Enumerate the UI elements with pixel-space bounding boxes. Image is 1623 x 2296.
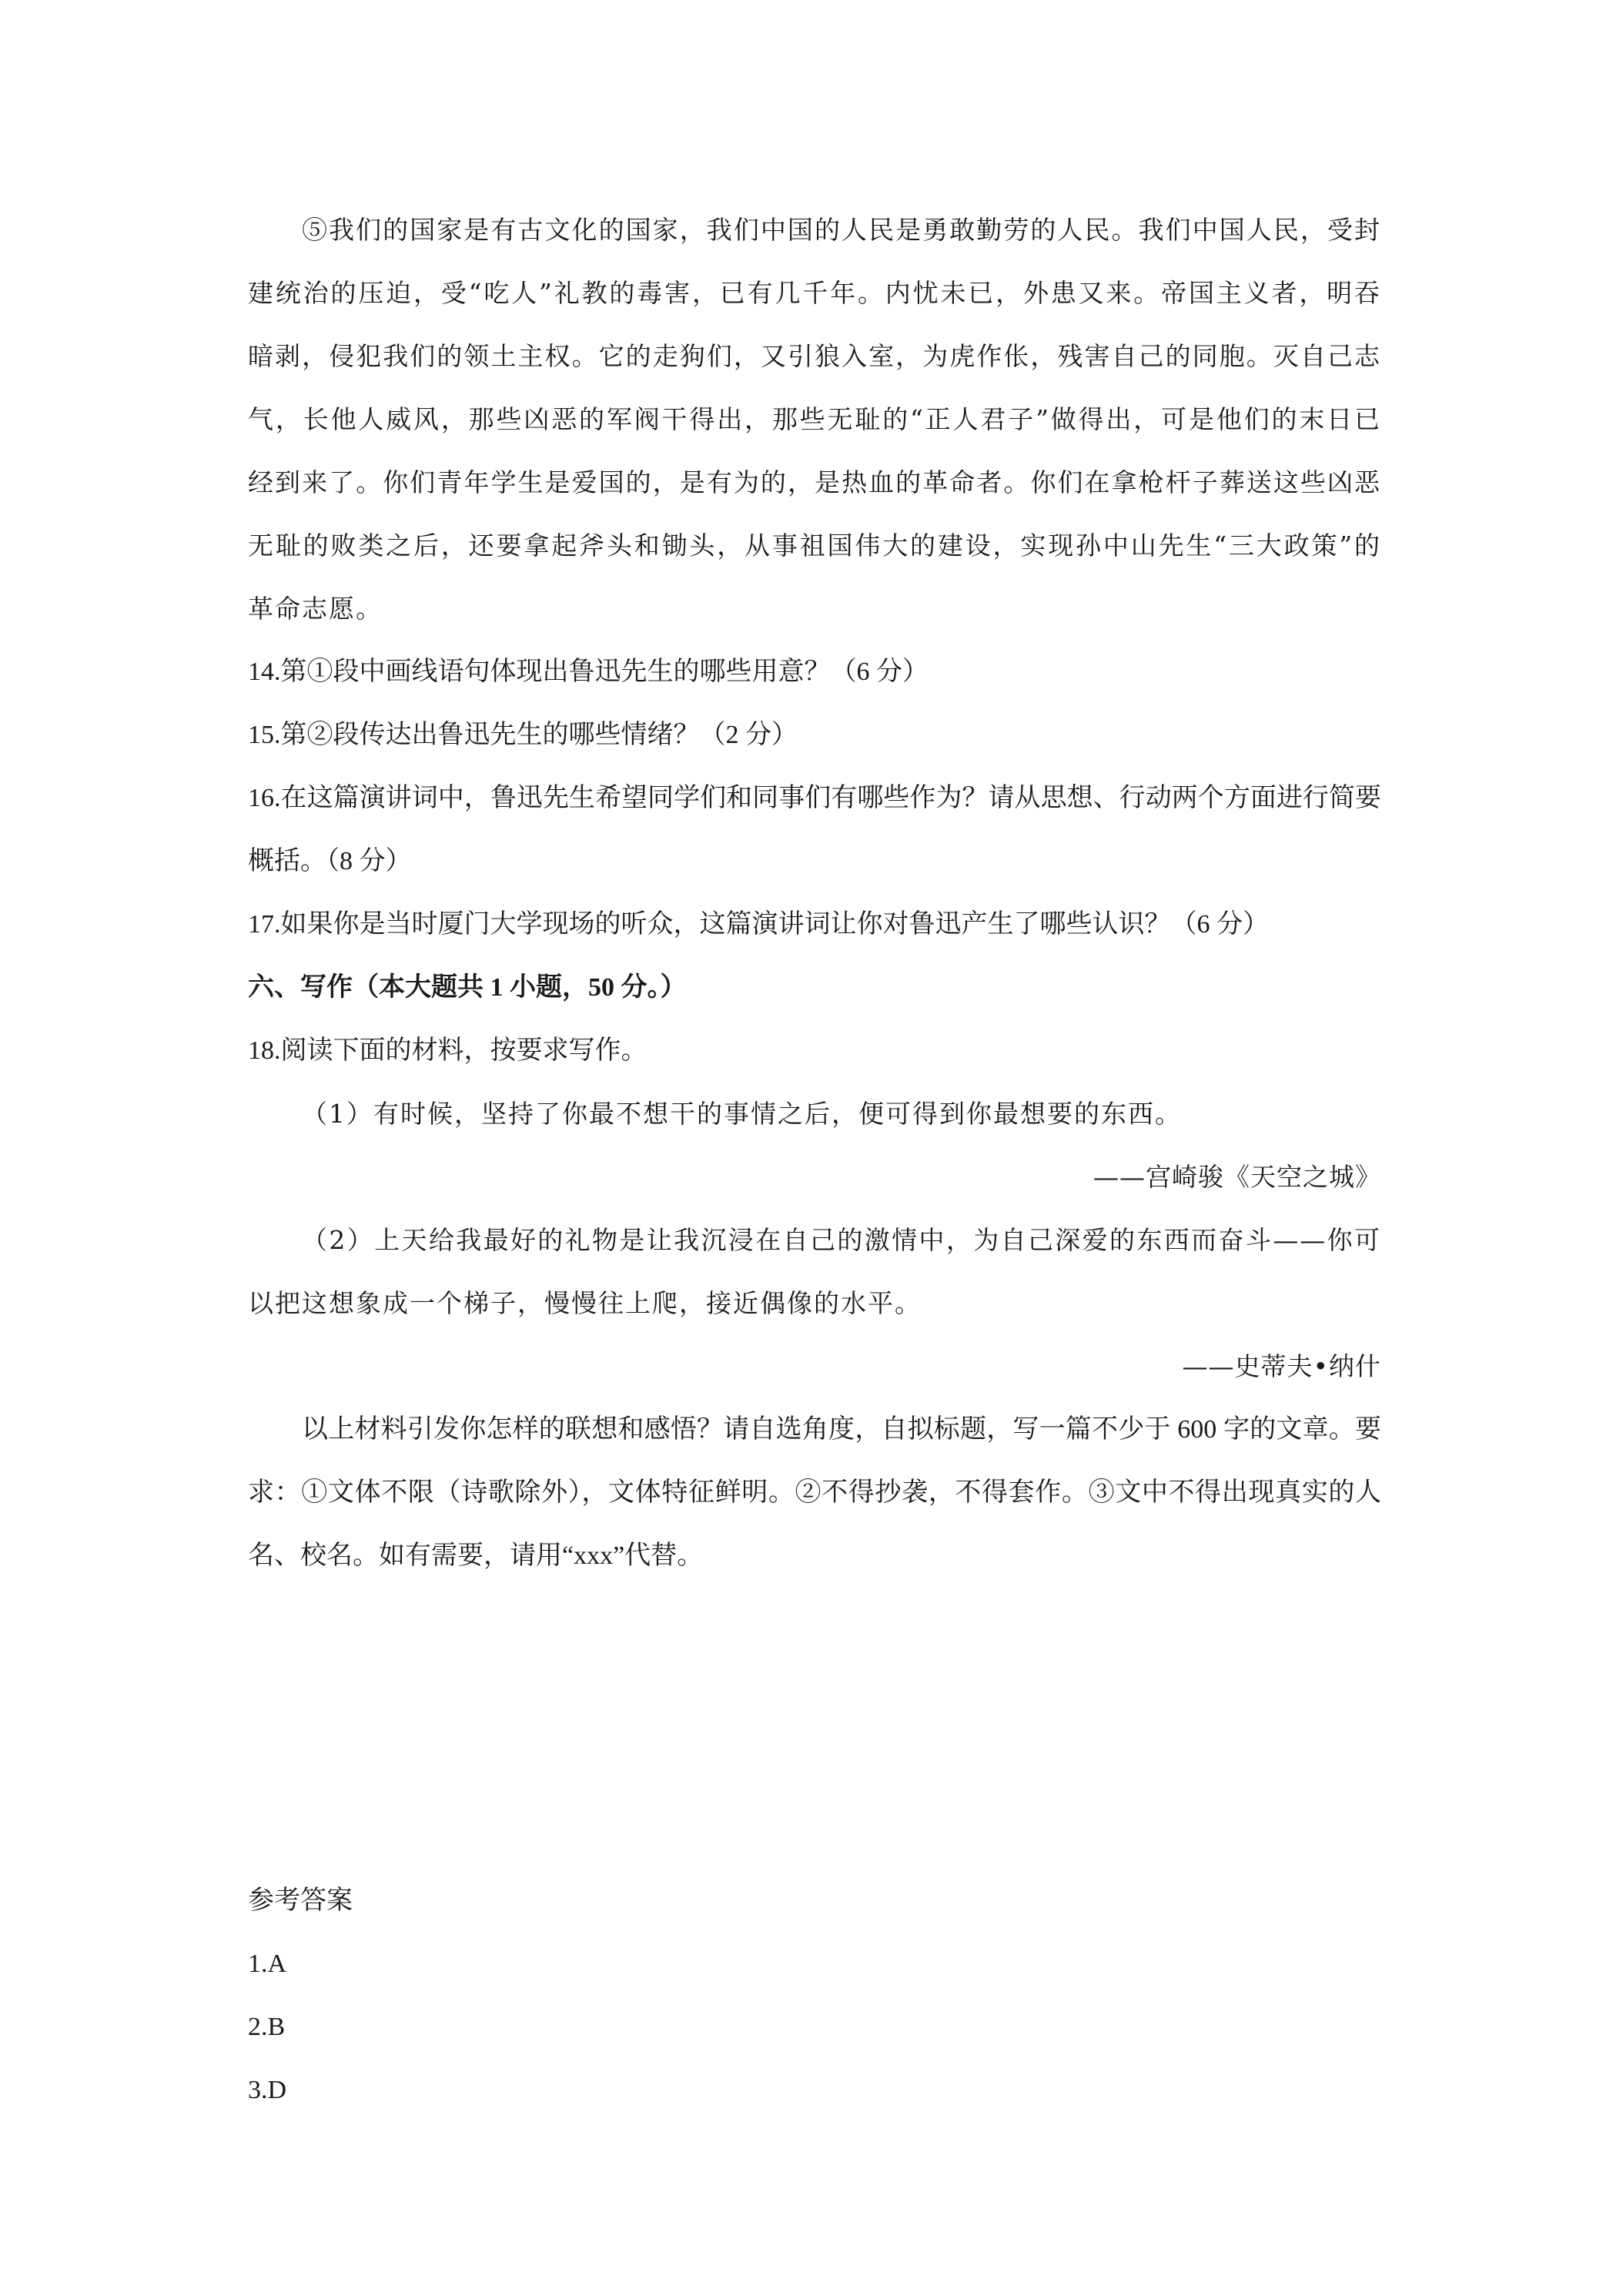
question-18: 18.阅读下面的材料，按要求写作。 bbox=[248, 1036, 648, 1065]
question-16: 16.在这篇演讲词中，鲁迅先生希望同学们和同事们有哪些作为？请从思想、行动两个方面进行简要概括。（8 分） bbox=[248, 784, 1381, 875]
passage-paragraph-5: ⑤我们的国家是有古文化的国家，我们中国的人民是勇敢勤劳的人民。我们中国人民，受封建统治的压迫，受“吃人”礼教的毒害，已有几千年。内忧未已，外患又来。帝国主义者，明吞暗剥，侵犯我们的领土主权。它的走狗们，又引狼入室，为虎作伥，残害自己的同胞。灭自己志气，长他人威风，那些凶恶的军阀干得出，那些无耻的“正人君子”做得出，可是他们的末日已经到来了。你们青年学生是爱国的，是有为的，是热血的革命者。你们在拿枪杆子葬送这些凶恶无耻的败类之后，还要拿起斧头和锄头，从事祖国伟大的建设，实现孙中山先生“三大政策”的革命志愿。 bbox=[248, 215, 1381, 624]
material-1-source: ——宫崎骏《天空之城》 bbox=[1093, 1162, 1381, 1192]
material-2-source: ——史蒂夫•纳什 bbox=[1182, 1351, 1381, 1381]
question-17: 17.如果你是当时厦门大学现场的听众，这篇演讲词让你对鲁迅产生了哪些认识？（6 分） bbox=[248, 910, 1269, 939]
answer-3: 3.D bbox=[248, 2076, 287, 2104]
question-14: 14.第①段中画线语句体现出鲁迅先生的哪些用意？（6 分） bbox=[248, 658, 929, 686]
answers-heading: 参考答案 bbox=[248, 1886, 353, 1915]
reference-answers bbox=[248, 1869, 1381, 2122]
question-15: 15.第②段传达出鲁迅先生的哪些情绪？（2 分） bbox=[248, 721, 798, 749]
writing-prompt: 以上材料引发你怎样的联想和感悟？请自选角度，自拟标题，写一篇不少于 600 字的文章。要求：①文体不限（诗歌除外），文体特征鲜明。②不得抄袭，不得套作。③文中不得出现真实的人名、校名。如有需要，请用“xxx”代替。 bbox=[248, 1415, 1381, 1570]
answer-1: 1.A bbox=[248, 1950, 287, 1978]
material-1: （1）有时候，坚持了你最不想干的事情之后，便可得到你最想要的东西。 bbox=[302, 1099, 1182, 1129]
material-2: （2）上天给我最好的礼物是让我沉浸在自己的激情中，为自己深爱的东西而奋斗——你可以把这想象成一个梯子，慢慢往上爬，接近偶像的水平。 bbox=[248, 1225, 1381, 1318]
answer-2: 2.B bbox=[248, 2013, 286, 2041]
writing-section-heading: 六、写作（本大题共 1 小题，50 分。） bbox=[248, 973, 687, 1002]
exam-content bbox=[248, 199, 1381, 1588]
